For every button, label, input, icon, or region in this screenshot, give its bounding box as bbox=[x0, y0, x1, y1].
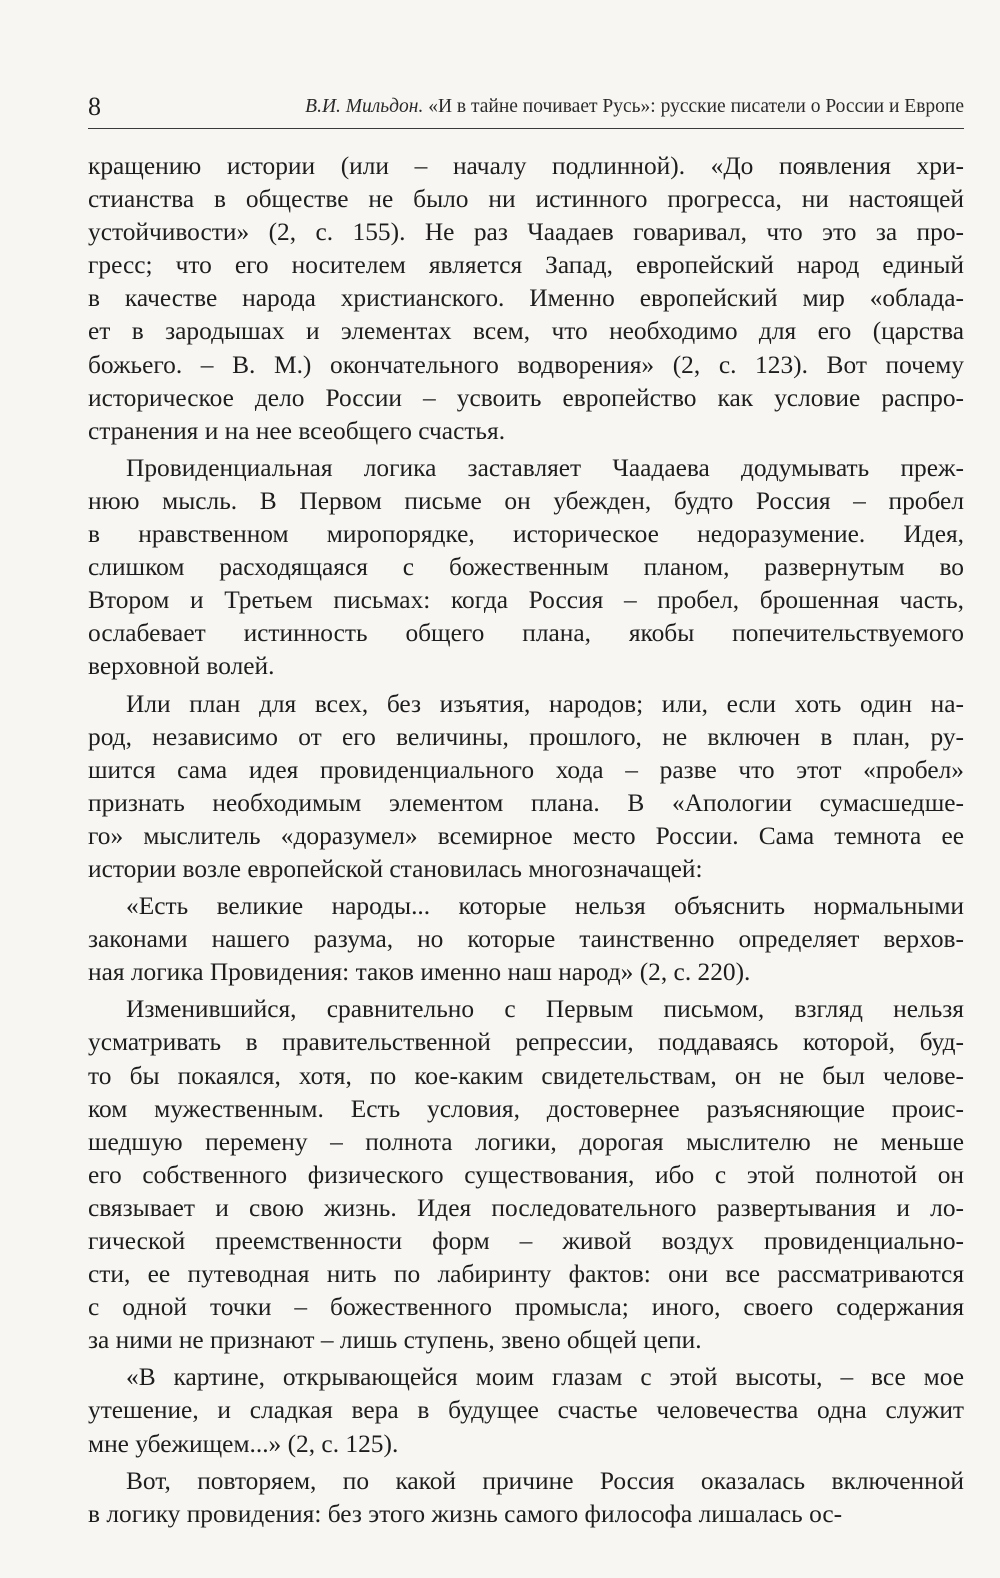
text-line: его собственного физического существования, ибо с этой полнотой он bbox=[88, 1160, 964, 1189]
text-line: род, независимо от его величины, прошлого, не включен в план, ру- bbox=[88, 722, 964, 751]
running-head-author: В.И. Мильдон. bbox=[305, 96, 424, 117]
running-head bbox=[305, 94, 964, 120]
text-line: Вот, повторяем, по какой причине Россия оказалась включенной bbox=[126, 1466, 964, 1495]
text-line: с одной точки – божественного промысла; иного, своего содержания bbox=[88, 1293, 964, 1322]
text-line: в логику провидения: без этого жизнь самого философа лишалась ос- bbox=[88, 1499, 843, 1528]
running-head-title: «И в тайне почивает Русь»: русские писатели о России и Европе bbox=[428, 96, 964, 117]
text-line: утешение, и сладкая вера в будущее счастье человечества одна служит bbox=[88, 1396, 964, 1425]
text-line: Или план для всех, без изъятия, народов; или, если хоть один на- bbox=[126, 689, 964, 718]
page-body-text bbox=[88, 150, 964, 1531]
text-line: ослабевает истинность общего плана, якобы попечительствуемого bbox=[88, 619, 964, 648]
text-line: связывает и свою жизнь. Идея последовательного развертывания и ло- bbox=[88, 1193, 964, 1222]
text-line: историческое дело России – усвоить европейство как условие распро- bbox=[88, 383, 964, 412]
text-line: то бы покаялся, хотя, по кое-каким свидетельствам, он не был челове- bbox=[88, 1061, 964, 1090]
text-line: в нравственном миропорядке, историческое недоразумение. Идея, bbox=[88, 520, 964, 549]
text-line: Провиденциальная логика заставляет Чаадаева додумывать преж- bbox=[126, 453, 964, 482]
text-line: законами нашего разума, но которые таинственно определяет верхов- bbox=[88, 925, 964, 954]
text-line: «В картине, открывающейся моим глазам с этой высоты, – все мое bbox=[126, 1363, 964, 1392]
text-line: ная логика Провидения: таков именно наш народ» (2, с. 220). bbox=[88, 958, 751, 987]
text-line: го» мыслитель «доразумел» всемирное место России. Сама темнота ее bbox=[88, 821, 964, 850]
text-line: странения и на нее всеобщего счастья. bbox=[88, 416, 506, 445]
text-line: верховной волей. bbox=[88, 652, 275, 681]
text-line: шится сама идея провиденциального хода – разве что этот «пробел» bbox=[88, 755, 964, 784]
text-line: Втором и Третьем письмах: когда Россия – пробел, брошенная часть, bbox=[88, 586, 964, 615]
page-number: 8 bbox=[88, 92, 101, 121]
text-line: усматривать в правительственной репрессии, поддаваясь которой, буд- bbox=[88, 1028, 964, 1057]
text-line: Изменившийся, сравнительно с Первым письмом, взгляд нельзя bbox=[126, 995, 964, 1024]
text-line: «Есть великие народы... которые нельзя объяснить нормальными bbox=[126, 892, 964, 921]
page-header bbox=[88, 84, 964, 129]
text-line: кращению истории (или – началу подлинной). «До появления хри- bbox=[88, 152, 964, 180]
text-line: за ними не признают – лишь ступень, звено общей цепи. bbox=[88, 1326, 702, 1355]
text-line: истории возле европейской становилась многозначащей: bbox=[88, 854, 703, 883]
text-line: шедшую перемену – полнота логики, дорогая мыслителю не меньше bbox=[88, 1127, 964, 1156]
text-line: нюю мысль. В Первом письме он убежден, будто Россия – пробел bbox=[88, 486, 964, 515]
text-line: гической преемственности форм – живой воздух провиденциально- bbox=[88, 1227, 964, 1255]
text-line: гресс; что его носителем является Запад, европейский народ единый bbox=[88, 251, 964, 280]
text-line: стианства в обществе не было ни истинного прогресса, ни настоящей bbox=[88, 185, 964, 214]
text-line: ком мужественным. Есть условия, достовернее разъясняющие проис- bbox=[88, 1094, 964, 1123]
text-line: слишком расходящаяся с божественным планом, развернутым во bbox=[88, 553, 964, 582]
text-line: ет в зародышах и элементах всем, что необходимо для его (царства bbox=[88, 317, 964, 346]
text-line: мне убежищем...» (2, с. 125). bbox=[88, 1429, 399, 1458]
text-line: устойчивости» (2, с. 155). Не раз Чаадаев говаривал, что это за про- bbox=[88, 218, 964, 247]
text-line: в качестве народа христианского. Именно европейский мир «облада- bbox=[88, 284, 964, 313]
text-line: признать необходимым элементом плана. В «Апологии сумасшедше- bbox=[88, 788, 964, 817]
text-line: сти, ее путеводная нить по лабиринту фактов: они все рассматриваются bbox=[88, 1260, 964, 1289]
text-line: божьего. – В. М.) окончательного водворения» (2, с. 123). Вот почему bbox=[88, 350, 964, 379]
